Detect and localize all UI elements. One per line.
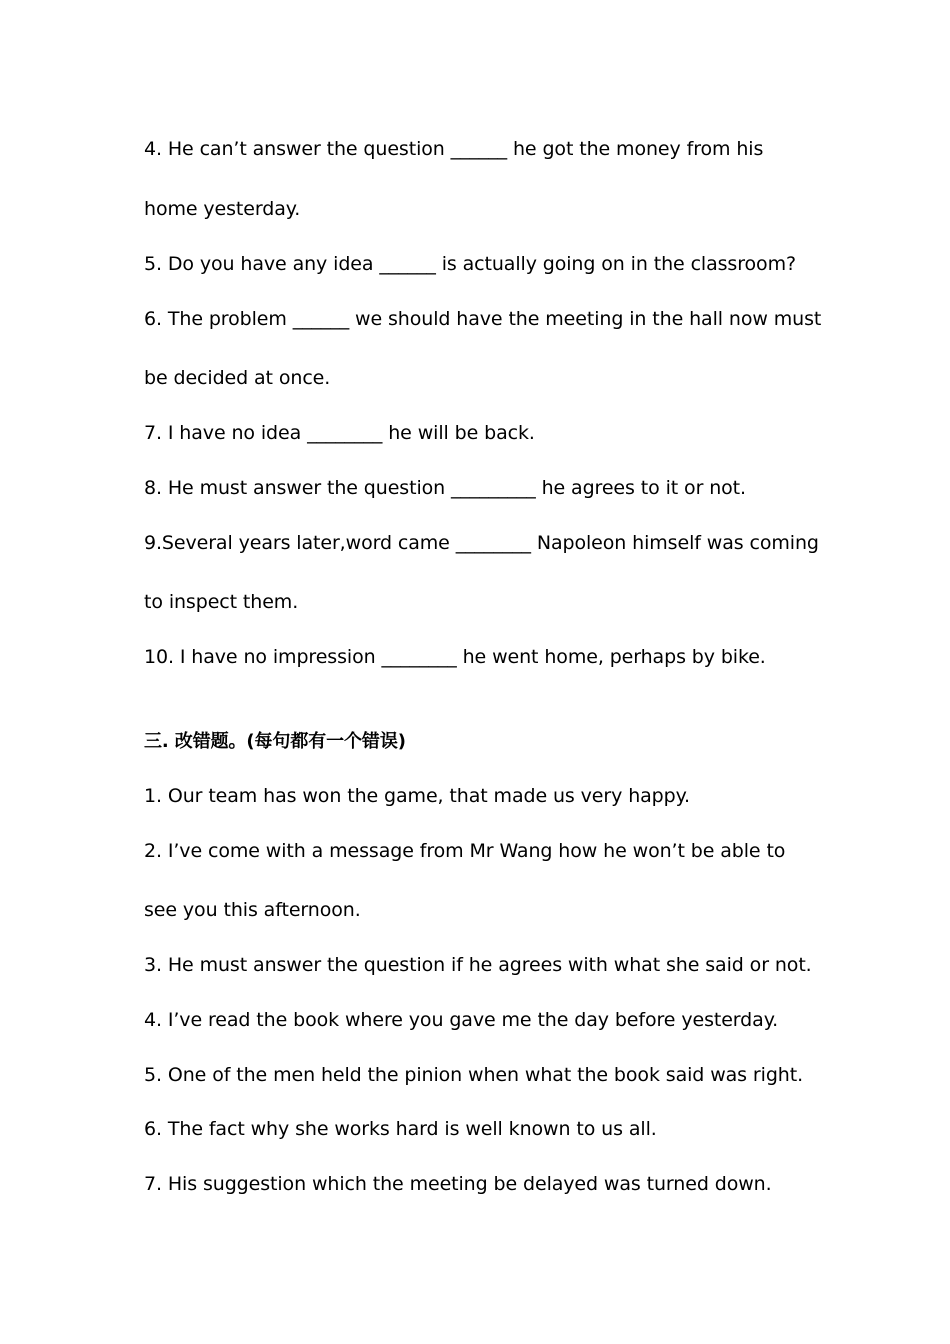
question-9-line-1: 9.Several years later,word came ________ Napoleon himself was coming <box>144 532 819 554</box>
question-6-line-2: be decided at once. <box>144 367 331 389</box>
question-9-line-2: to inspect them. <box>144 591 299 613</box>
correction-3: 3. He must answer the question if he agrees with what she said or not. <box>144 954 812 976</box>
correction-5: 5. One of the men held the pinion when what the book said was right. <box>144 1064 804 1086</box>
question-7: 7. I have no idea ________ he will be back. <box>144 422 535 444</box>
section-heading: 三. 改错题。(每句都有一个错误) <box>144 731 406 752</box>
question-6-line-1: 6. The problem ______ we should have the meeting in the hall now must <box>144 308 822 330</box>
question-4-line-1: 4. He can’t answer the question ______ he got the money from his <box>144 138 764 160</box>
correction-6: 6. The fact why she works hard is well known to us all. <box>144 1118 657 1140</box>
correction-2-line-2: see you this afternoon. <box>144 899 361 921</box>
correction-1: 1. Our team has won the game, that made us very happy. <box>144 785 690 807</box>
question-10: 10. I have no impression ________ he went home, perhaps by bike. <box>144 646 766 668</box>
question-5: 5. Do you have any idea ______ is actually going on in the classroom? <box>144 253 796 275</box>
question-8: 8. He must answer the question _________ he agrees to it or not. <box>144 477 746 499</box>
correction-2-line-1: 2. I’ve come with a message from Mr Wang how he won’t be able to <box>144 840 786 862</box>
question-4-line-2: home yesterday. <box>144 198 301 220</box>
correction-4: 4. I’ve read the book where you gave me the day before yesterday. <box>144 1009 779 1031</box>
correction-7: 7. His suggestion which the meeting be delayed was turned down. <box>144 1173 772 1195</box>
